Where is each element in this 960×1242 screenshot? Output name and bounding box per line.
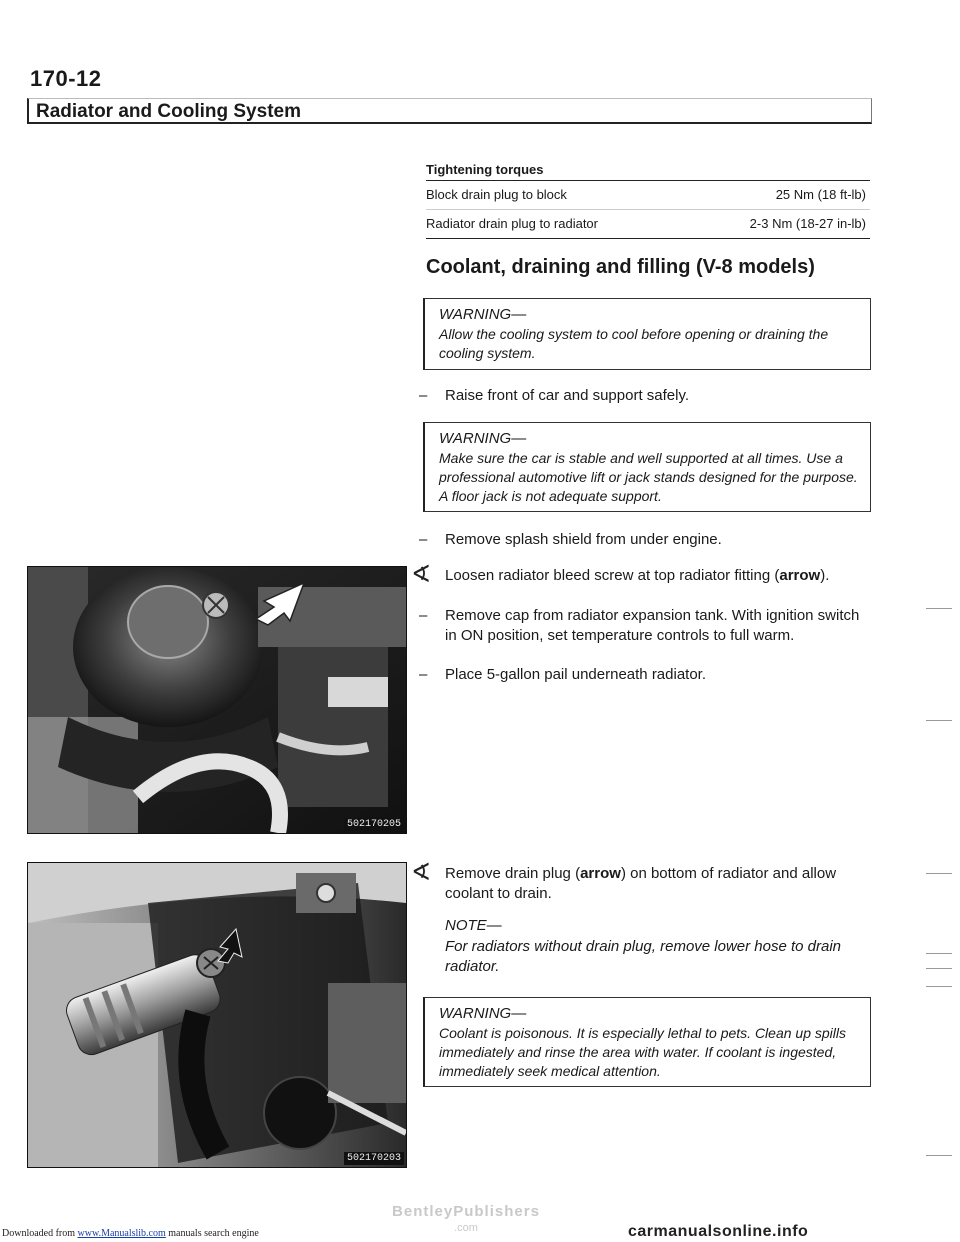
step-dash: – <box>419 531 428 548</box>
warning-heading: WARNING— <box>439 430 527 447</box>
step-dash: – <box>419 607 428 624</box>
warning-box <box>423 997 871 1087</box>
torque-item: Radiator drain plug to radiator <box>426 216 598 231</box>
photo-expansion-tank-image <box>28 567 406 833</box>
step-loosen-bleed-screw <box>411 561 870 588</box>
step-text: Remove splash shield from under engine. <box>445 531 722 548</box>
page-number: 170-12 <box>30 66 102 91</box>
warning-heading: WARNING— <box>439 1005 527 1022</box>
step-remove-drain-plug <box>411 859 870 904</box>
scan-mark <box>926 608 952 609</box>
photo-pointer-icon: ∢ <box>411 859 432 886</box>
note-heading: NOTE— <box>445 917 502 934</box>
step-text-end: ). <box>820 567 830 584</box>
photo-expansion-tank <box>27 566 407 834</box>
carmanuals-watermark: carmanualsonline.info <box>628 1223 809 1240</box>
step-remove-expansion-cap <box>419 606 870 646</box>
scan-mark <box>926 986 952 987</box>
scan-mark <box>926 1155 952 1156</box>
step-text: Remove cap from radiator expansion tank. With ignition switch in ON position, set temperature controls to full warm. <box>445 607 860 644</box>
photo-radiator-drain-image <box>28 863 406 1167</box>
scan-mark <box>926 953 952 954</box>
publisher-watermark: BentleyPublishers <box>392 1203 540 1220</box>
step-text: Raise front of car and support safely. <box>445 387 690 404</box>
warning-heading: WARNING— <box>439 306 527 323</box>
scan-mark <box>926 720 952 721</box>
photo-id-label: 502170203 <box>344 1152 404 1165</box>
step-dash: – <box>419 387 428 404</box>
step-text: Place 5-gallon pail underneath radiator. <box>445 666 707 683</box>
step-text-start: Loosen radiator bleed screw at top radiator fitting ( <box>445 567 780 584</box>
step-remove-splash-shield <box>419 530 870 550</box>
torque-row <box>426 209 870 238</box>
step-raise-car <box>419 386 870 406</box>
step-text-start: Remove drain plug ( <box>445 865 581 882</box>
step-text-end: ) on bottom of radiator and allow coolant to drain. <box>445 865 837 902</box>
photo-id-label: 502170205 <box>344 818 404 831</box>
footer-tagline: manuals search engine <box>168 1228 259 1239</box>
footer-downloaded-from: Downloaded from <box>2 1228 76 1239</box>
download-footer <box>2 1228 259 1239</box>
torque-table <box>426 180 870 239</box>
warning-text: Allow the cooling system to cool before opening or draining the cooling system. <box>439 326 829 361</box>
step-text-bold: arrow <box>779 567 821 584</box>
torque-value: 2-3 Nm (18-27 in-lb) <box>749 216 866 231</box>
chapter-title: Radiator and Cooling System <box>36 101 301 122</box>
photo-pointer-icon: ∢ <box>411 561 432 588</box>
step-dash: – <box>419 666 428 683</box>
section-heading: Coolant, draining and filling (V-8 models) <box>426 256 815 278</box>
publisher-watermark-sub: .com <box>454 1222 478 1234</box>
warning-text: Make sure the car is stable and well supported at all times. Use a professional automotive lift or jack stands designed for the purpose. A floor jack is not adequate support. <box>439 450 858 504</box>
torque-table-title: Tightening torques <box>426 162 544 177</box>
scan-mark <box>926 873 952 874</box>
note-block <box>445 916 875 977</box>
torque-row <box>426 181 870 209</box>
step-text-bold: arrow <box>580 865 621 882</box>
manualslib-link[interactable]: www.Manualslib.com <box>77 1228 166 1239</box>
step-place-pail <box>419 665 870 685</box>
photo-radiator-drain <box>27 862 407 1168</box>
note-text: For radiators without drain plug, remove lower hose to drain radiator. <box>445 938 842 975</box>
warning-box <box>423 298 871 370</box>
torque-item: Block drain plug to block <box>426 187 567 202</box>
warning-text: Coolant is poisonous. It is especially lethal to pets. Clean up spills immediately and rinse the area with water. If coolant is ingested, immediately seek medical attention. <box>439 1025 846 1079</box>
scan-mark <box>926 968 952 969</box>
torque-value: 25 Nm (18 ft-lb) <box>775 187 866 202</box>
warning-box <box>423 422 871 512</box>
